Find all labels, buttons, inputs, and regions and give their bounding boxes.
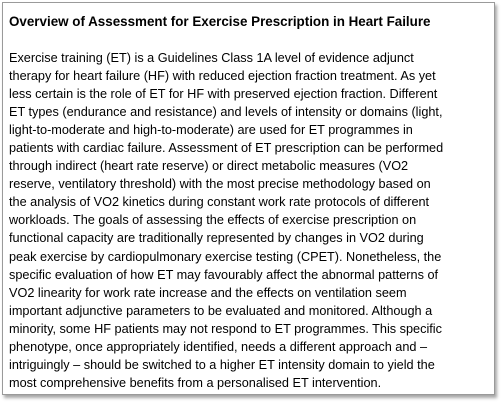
paragraph-line: VO2 linearity for work rate increase and the effects on ventilation seem — [9, 285, 407, 300]
paragraph-line: Exercise training (ET) is a Guidelines Class 1A level of evidence adjunct — [9, 51, 414, 65]
paragraph-line: light-to-moderate and high-to-moderate) are used for ET programmes in — [9, 123, 413, 138]
abstract-paragraph — [9, 49, 488, 392]
paragraph-line: patients with cardiac failure. Assessment of ET prescription can be performed — [9, 141, 444, 156]
abstract-box — [2, 2, 495, 395]
paragraph-line: minority, some HF patients may not respond to ET programmes. This specific — [9, 321, 442, 336]
paragraph-line: intriguingly – should be switched to a higher ET intensity domain to yield the — [9, 357, 435, 372]
paragraph-line: specific evaluation of how ET may favourably affect the abnormal patterns of — [9, 267, 439, 282]
paragraph-line: ET types (endurance and resistance) and levels of intensity or domains (light, — [9, 105, 443, 120]
paragraph-line: through indirect (heart rate reserve) or direct metabolic measures (VO2 — [9, 159, 409, 174]
paragraph-line: therapy for heart failure (HF) with reduced ejection fraction treatment. As yet — [9, 69, 436, 84]
paragraph-line: functional capacity are traditionally represented by changes in VO2 during — [9, 231, 424, 246]
paragraph-line: most comprehensive benefits from a personalised ET intervention. — [9, 375, 382, 390]
paragraph-line: less certain is the role of ET for HF with preserved ejection fraction. Different — [9, 87, 438, 102]
paragraph-line: phenotype, once appropriately identified, needs a different approach and – — [9, 339, 428, 354]
paragraph-line: the analysis of VO2 kinetics during constant work rate protocols of different — [9, 195, 430, 210]
paragraph-line: reserve, ventilatory threshold) with the most precise methodology based on — [9, 177, 431, 192]
paragraph-line: workloads. The goals of assessing the effects of exercise prescription on — [9, 213, 417, 228]
document-title: Overview of Assessment for Exercise Prescription in Heart Failure — [9, 14, 431, 29]
paragraph-line: important adjunctive parameters to be evaluated and monitored. Although a — [9, 303, 433, 318]
paragraph-line: peak exercise by cardiopulmonary exercise testing (CPET). Nonetheless, the — [9, 249, 442, 264]
